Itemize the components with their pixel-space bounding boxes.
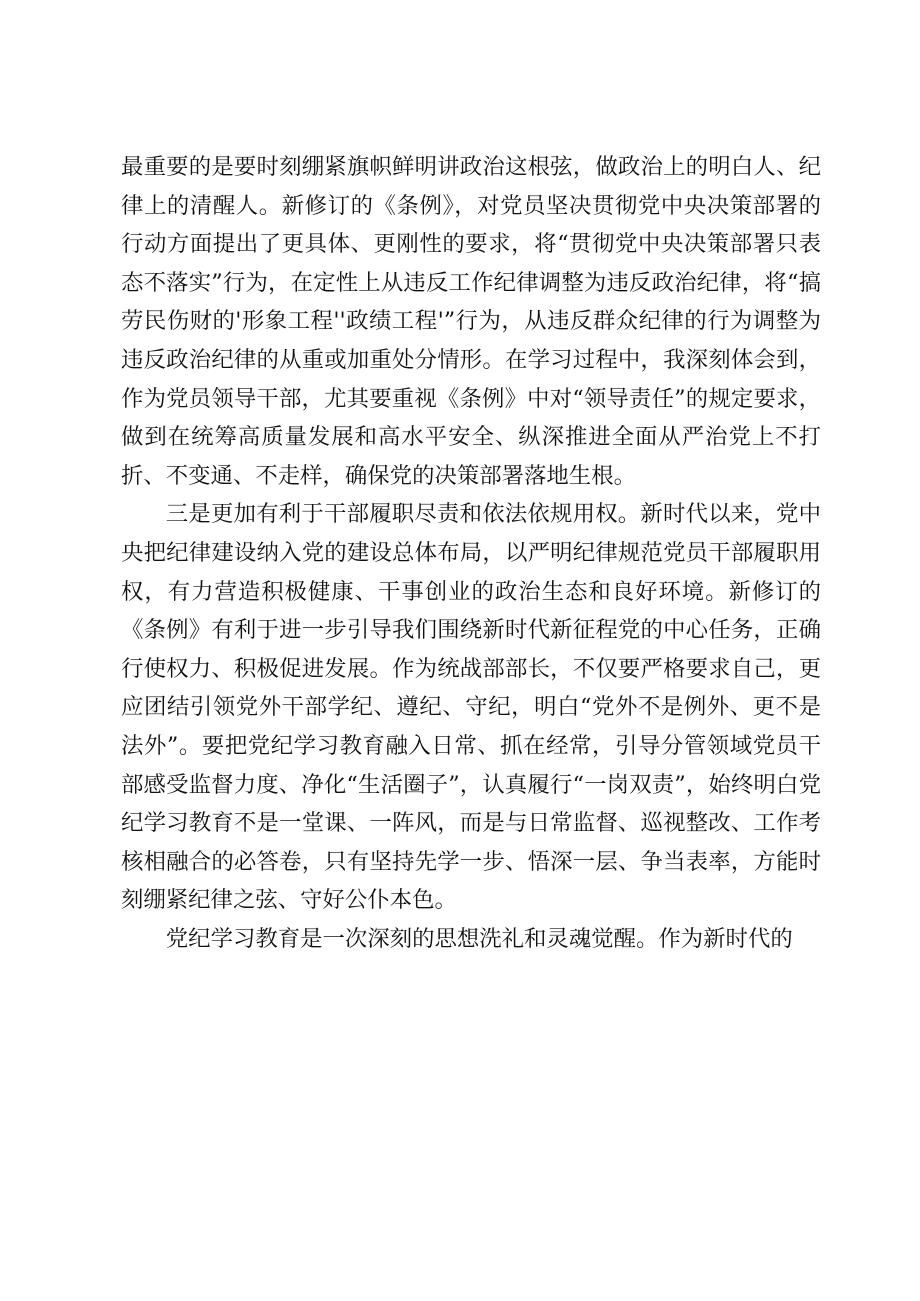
paragraph-conclusion: 党纪学习教育是一次深刻的思想洗礼和灵魂觉醒。作为新时代的 (165, 925, 793, 952)
body-text (121, 148, 821, 958)
paragraph-point-three: 三是更加有利于干部履职尽责和依法依规用权。新时代以来，党中央把纪律建设纳入党的建设总体布局，以严明纪律规范党员干部履职用权，有力营造积极健康、干事创业的政治生态和良好环境。新修订的《条例》有利于进一步引导我们围绕新时代新征程党的中心任务，正确行使权力、积极促进发展。作为统战部部长，不仅要严格要求自己，更应团结引领党外干部学纪、遵纪、守纪，明白“党外不是例外、更不是法外”。要把党纪学习教育融入日常、抓在经常，引导分管领域党员干部感受监督力度、净化“生活圈子”，认真履行“一岗双责”，始终明白党纪学习教育不是一堂课、一阵风，而是与日常监督、巡视整改、工作考核相融合的必答卷，只有坚持先学一步、悟深一层、争当表率，方能时刻绷紧纪律之弦、守好公仆本色。 (121, 501, 821, 914)
paragraph-continuation: 最重要的是要时刻绷紧旗帜鲜明讲政治这根弦，做政治上的明白人、纪律上的清醒人。新修订的《条例》，对党员坚决贯彻党中央决策部署的行动方面提出了更具体、更刚性的要求，将“贯彻党中央决策部署只表态不落实”行为，在定性上从违反工作纪律调整为违反政治纪律，将“搞劳民伤财的'形象工程''政绩工程'”行为，从违反群众纪律的行为调整为违反政治纪律的从重或加重处分情形。在学习过程中，我深刻体会到，作为党员领导干部，尤其要重视《条例》中对“领导责任”的规定要求，做到在统筹高质量发展和高水平安全、纵深推进全面从严治党上不打折、不变通、不走样，确保党的决策部署落地生根。 (121, 154, 821, 489)
